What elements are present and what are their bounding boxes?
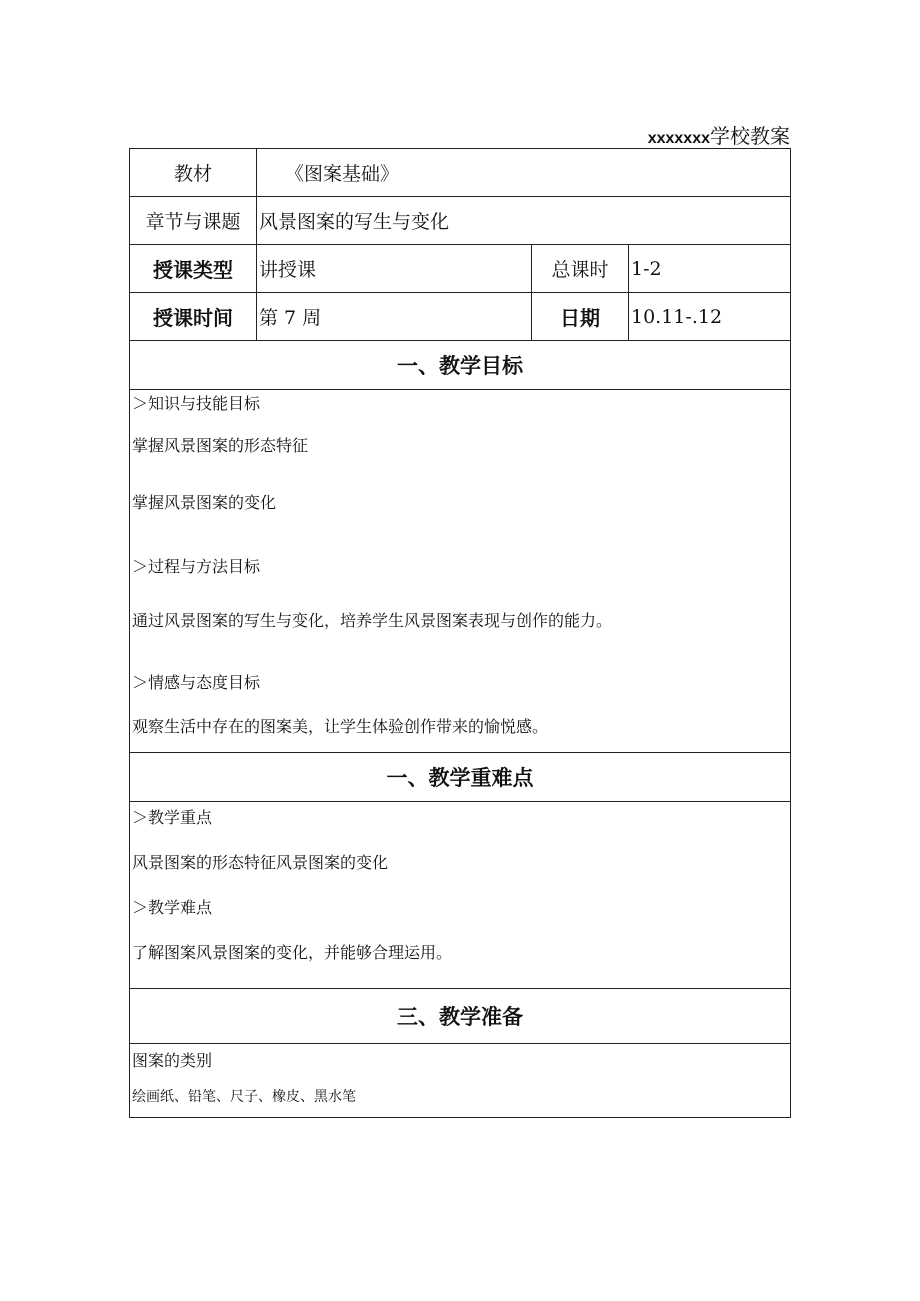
type-label: 授课类型 — [130, 245, 257, 293]
textbook-label: 教材 — [130, 149, 257, 197]
time-label: 授课时间 — [130, 293, 257, 341]
textbook-row — [130, 149, 791, 197]
lesson-plan-table — [129, 148, 791, 1118]
chapter-label: 章节与课题 — [130, 197, 257, 245]
section1-line: ＞过程与方法目标 — [132, 557, 261, 576]
section2-title-row — [130, 753, 791, 802]
hours-value: 1-2 — [629, 245, 791, 293]
section1-line: 掌握风景图案的形态特征 — [132, 436, 309, 455]
section1-body — [130, 390, 791, 753]
date-label: 日期 — [532, 293, 629, 341]
chapter-row — [130, 197, 791, 245]
school-header-suffix: 学校教案 — [710, 124, 790, 148]
hours-label: 总课时 — [532, 245, 629, 293]
date-value: 10.11-.12 — [629, 293, 791, 341]
section3-body-row — [130, 1044, 791, 1118]
section3-body — [130, 1044, 791, 1118]
time-value: 第 7 周 — [257, 293, 532, 341]
section1-line: 掌握风景图案的变化 — [132, 493, 277, 512]
textbook-value: 《图案基础》 — [257, 149, 791, 197]
section1-title: 一、教学目标 — [130, 341, 791, 390]
section2-line: ＞教学重点 — [132, 808, 213, 827]
section3-title-row — [130, 989, 791, 1044]
section3-line: 图案的类别 — [132, 1051, 213, 1070]
section1-title-row — [130, 341, 791, 390]
section2-line: 风景图案的形态特征风景图案的变化 — [132, 853, 389, 872]
section1-line: ＞情感与态度目标 — [132, 673, 261, 692]
type-value: 讲授课 — [257, 245, 532, 293]
type-row — [130, 245, 791, 293]
section1-line: 观察生活中存在的图案美，让学生体验创作带来的愉悦感。 — [132, 717, 549, 736]
section2-body-row — [130, 802, 791, 989]
section2-line: 了解图案风景图案的变化，并能够合理运用。 — [132, 943, 453, 962]
school-name-placeholder: xxxxxxx — [647, 130, 710, 147]
section2-title: 一、教学重难点 — [130, 753, 791, 802]
school-lesson-plan-header — [648, 120, 790, 149]
section3-line: 绘画纸、铅笔、尺子、橡皮、黑水笔 — [132, 1089, 356, 1105]
section2-body — [130, 802, 791, 989]
time-row — [130, 293, 791, 341]
section1-line: 通过风景图案的写生与变化，培养学生风景图案表现与创作的能力。 — [132, 611, 613, 630]
section3-title: 三、教学准备 — [130, 989, 791, 1044]
section2-line: ＞教学难点 — [132, 898, 213, 917]
chapter-value: 风景图案的写生与变化 — [257, 197, 791, 245]
section1-body-row — [130, 390, 791, 753]
section1-line: ＞知识与技能目标 — [132, 394, 261, 413]
